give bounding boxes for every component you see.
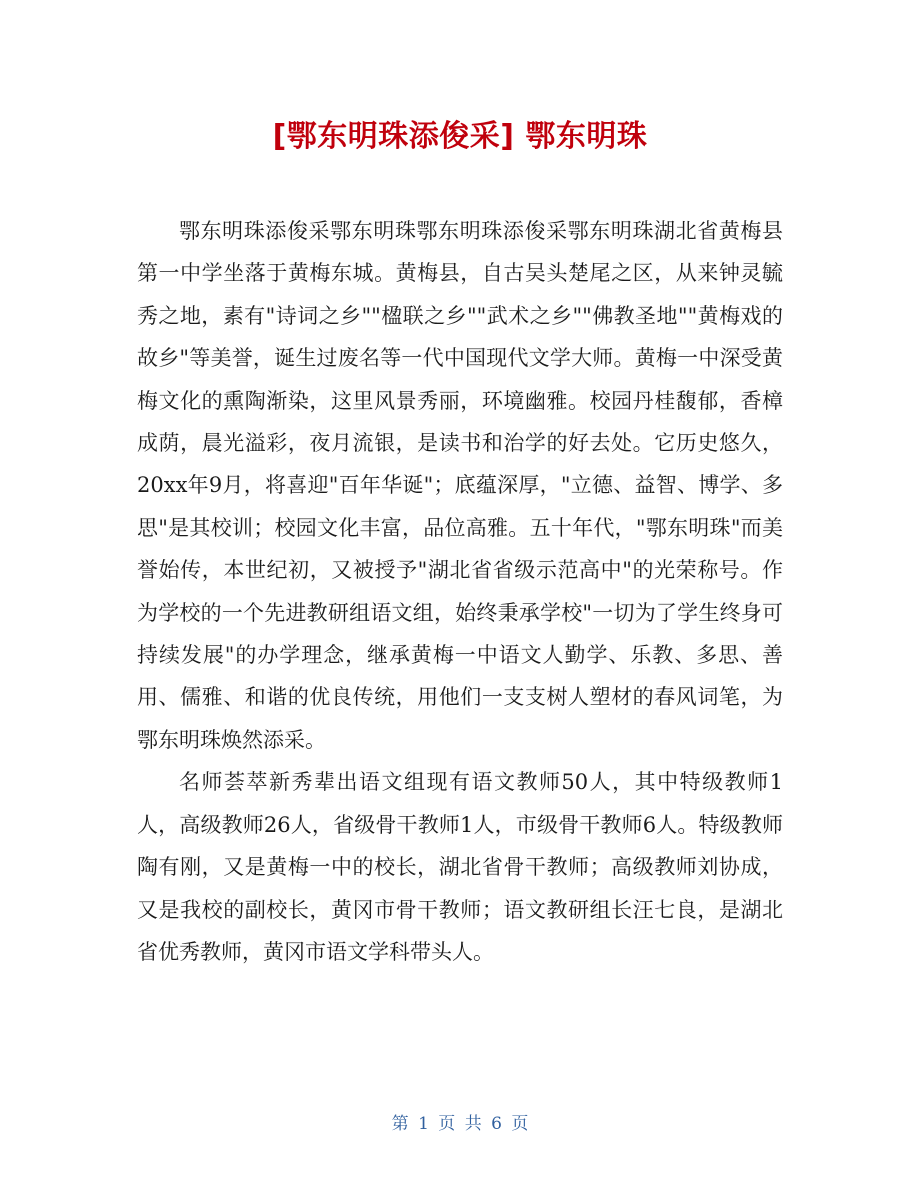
paragraph-2: 名师荟萃新秀辈出语文组现有语文教师50人，其中特级教师1人，高级教师26人，省级骨干教师1人，市级骨干教师6人。特级教师陶有刚，又是黄梅一中的校长，湖北省骨干教师；高级教师刘协成，又是我校的副校长，黄冈市骨干教师；语文教研组长汪七良，是湖北省优秀教师，黄冈市语文学科带头人。 — [137, 770, 783, 964]
paragraph-1: 鄂东明珠添俊采鄂东明珠鄂东明珠添俊采鄂东明珠湖北省黄梅县第一中学坐落于黄梅东城。黄梅县，自古吴头楚尾之区，从来钟灵毓秀之地，素有"诗词之乡""楹联之乡""武术之乡""佛教圣地""黄梅戏的故乡"等美誉，诞生过废名等一代中国现代文学大师。黄梅一中深受黄梅文化的熏陶渐染，这里风景秀丽，环境幽雅。校园丹桂馥郁，香樟成荫，晨光溢彩，夜月流银，是读书和治学的好去处。它历史悠久，20xx年9月，将喜迎"百年华诞"；底蕴深厚，"立德、益智、博学、多思"是其校训；校园文化丰富，品位高雅。五十年代，"鄂东明珠"而美誉始传，本世纪初，又被授予"湖北省省级示范高中"的光荣称号。作为学校的一个先进教研组语文组，始终秉承学校"一切为了学生终身可持续发展"的办学理念，继承黄梅一中语文人勤学、乐教、多思、善用、儒雅、和谐的优良传统，用他们一支支树人塑材的春风词笔，为鄂东明珠焕然添采。 — [137, 219, 783, 752]
document-body — [137, 210, 783, 973]
page-title: [鄂东明珠添俊采] 鄂东明珠 — [272, 119, 648, 154]
page-footer: 第 1 页 共 6 页 — [391, 1114, 529, 1134]
